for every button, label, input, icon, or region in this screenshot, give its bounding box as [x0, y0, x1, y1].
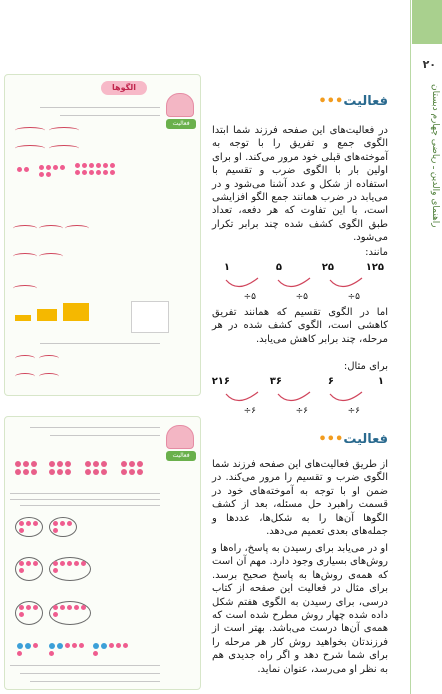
dot-group: [39, 165, 65, 177]
section1-paragraph2: اما در الگوی تقسیم که همانند تفریق کاهشی است، الگوی کشف شده در هر مرحله، چند برابر کاهش می‌یابد.: [212, 307, 388, 345]
dot-group: [53, 605, 89, 617]
page-number: ۲۰: [422, 58, 436, 71]
dot-group: [17, 167, 29, 172]
seq1-operator: ÷۵: [295, 292, 308, 302]
arc-icon: [15, 355, 35, 362]
dot-group: [17, 643, 39, 656]
arc-icon: [13, 253, 37, 260]
seq1-operator: ÷۵: [347, 292, 360, 302]
dot-group: [85, 461, 111, 475]
yellow-block: [37, 309, 57, 321]
section1-example-label: مانند:: [365, 247, 388, 258]
text-line: [40, 107, 160, 108]
curved-arrows-icon: [210, 386, 390, 406]
arc-icon: [49, 145, 79, 152]
seq2-number: ۲۱۶: [211, 376, 230, 387]
curved-arrows-icon: [210, 272, 390, 292]
section2-paragraph: از طریق فعالیت‌های این صفحه فرزند شما الگوی ضرب و تقسیم را مرور می‌کند. در ضمن او با توجه به آموخته‌های خود در قسمت راهبرد حل مسئله، بعد از کشف الگوها آن‌ها را به شکل‌ها، عددها و جمله‌های بعدی تعمیم می‌دهد.: [212, 459, 388, 538]
seq2-operator: ÷۶: [243, 406, 256, 416]
answer-box: [131, 301, 169, 333]
dot-group: [49, 461, 75, 475]
dot-group: [53, 561, 89, 573]
divide-sequence: [210, 376, 390, 420]
arc-icon: [15, 145, 45, 152]
arc-icon: [15, 127, 45, 134]
text-line: [40, 343, 160, 344]
dot-group: [75, 163, 115, 175]
seq2-number: ۶: [327, 376, 334, 387]
section2-heading-text: فعالیت: [343, 432, 388, 447]
arc-icon: [65, 225, 89, 232]
arc-icon: [15, 373, 35, 380]
dot-group: [93, 643, 129, 656]
arc-icon: [39, 225, 63, 232]
side-divider: [410, 0, 411, 694]
seq1-number: ۵: [275, 262, 282, 273]
text-line: [50, 435, 160, 436]
section1-heading: [314, 94, 388, 109]
textbook-page-thumbnail-2: [4, 416, 201, 690]
dot-group: [19, 605, 41, 617]
seq1-number: ۲۵: [321, 262, 334, 273]
text-line: [20, 505, 160, 506]
seq2-operator: ÷۶: [347, 406, 360, 416]
section2-heading: [314, 432, 388, 447]
seq1-operator: ÷۵: [243, 292, 256, 302]
dot-group: [19, 561, 41, 573]
dot-group: [49, 643, 85, 656]
text-line: [20, 673, 160, 674]
section1-example2-label: برای مثال:: [343, 361, 388, 372]
thumb-title: الگوها: [101, 81, 147, 95]
seq2-number: ۱: [377, 376, 384, 387]
textbook-page-thumbnail-1: [4, 74, 201, 396]
dot-group: [15, 461, 41, 475]
multiply-sequence: [210, 262, 390, 306]
yellow-block: [63, 303, 89, 321]
heading-dots-icon: •••: [318, 94, 344, 109]
arc-icon: [13, 225, 37, 232]
section1-paragraph: در فعالیت‌های این صفحه فرزند شما ابتدا الگوی جمع و تفریق را با توجه به آموخته‌های قبلی خود مرور می‌کند. او برای اولین بار با الگوی ضرب و تقسیم با استفاده از شکل و عدد آشنا می‌شود و در می‌یابد در ضرب همانند جمع الگو افزایشی است، با این تفاوت که هر دفعه، تعداد طبق الگوی کشف شده چند برابر تکرار می‌شود.: [212, 125, 388, 244]
text-line: [60, 115, 160, 116]
arc-icon: [39, 253, 63, 260]
side-caption: راهنمای والدین ـ ریاضی چهارم دبستان: [430, 84, 440, 228]
seq2-operator: ÷۶: [295, 406, 308, 416]
heading-dots-icon: •••: [318, 432, 344, 447]
section1-heading-text: فعالیت: [343, 94, 388, 109]
dot-group: [19, 521, 41, 533]
yellow-block: [15, 315, 31, 321]
seq1-number: ۱۲۵: [365, 262, 384, 273]
text-line: [10, 493, 160, 494]
text-line: [30, 427, 160, 428]
text-line: [10, 499, 160, 500]
arc-icon: [39, 355, 59, 362]
dot-group: [121, 461, 147, 475]
thumb-badge: فعالیت: [166, 119, 196, 129]
dot-group: [53, 521, 75, 533]
girl-illustration-icon: [166, 425, 194, 449]
seq1-number: ۱: [223, 262, 230, 273]
text-line: [10, 665, 160, 666]
seq2-number: ۳۶: [269, 376, 282, 387]
arc-icon: [39, 373, 59, 380]
text-line: [30, 681, 160, 682]
thumb-badge: فعالیت: [166, 451, 196, 461]
arc-icon: [13, 285, 37, 292]
girl-illustration-icon: [166, 93, 194, 117]
arc-icon: [49, 127, 79, 134]
section2-paragraph2: او در می‌یابد برای رسیدن به پاسخ، راه‌ها و روش‌های بسیاری وجود دارد. مهم آن است که همه‌ی روش‌ها به پاسخ صحیح برسد. برای مثال در فعالیت این صفحه از کتاب درسی، برای رسیدن به الگوی هفتم شکل داده شده چهار روش مطرح شده است که همه‌ی آن‌ها درست می‌باشد. بهتر است از فرزندتان بخواهید روش کار هر مرحله را برای شما شرح دهد و اگر راه جدیدی هم به نظر او می‌رسد، عنوان نماید.: [212, 543, 388, 675]
side-tab: [412, 0, 442, 44]
